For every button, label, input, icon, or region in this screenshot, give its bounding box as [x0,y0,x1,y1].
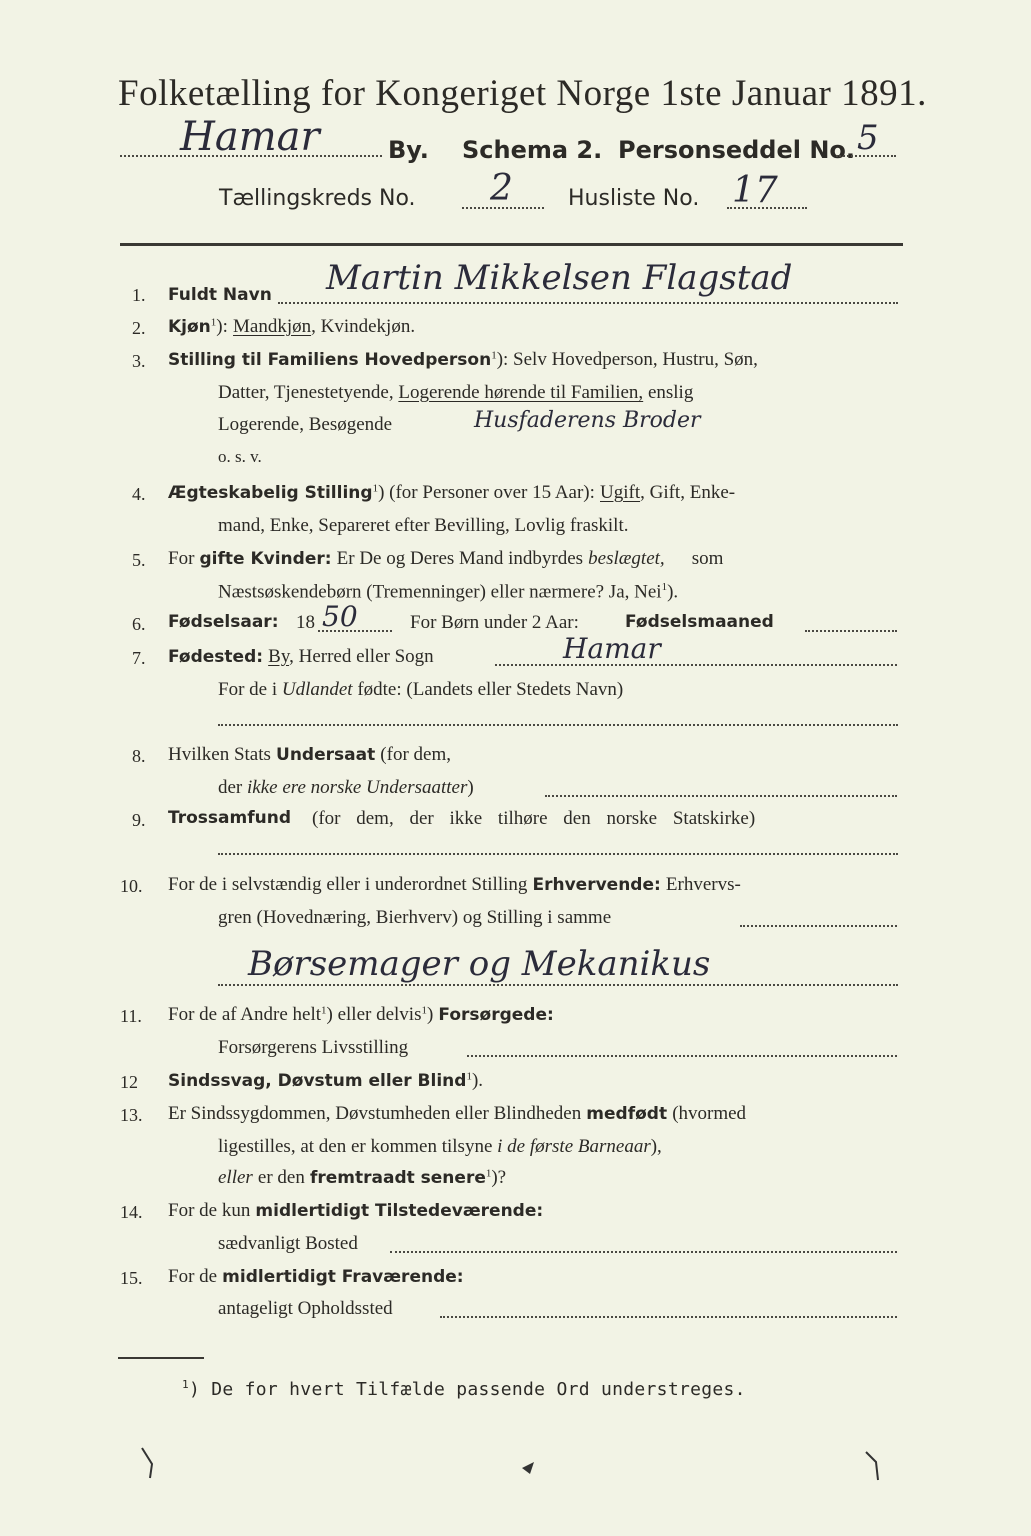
supported-label: Forsørgede: [438,1005,554,1025]
footnote [182,1378,746,1400]
full-name-line [278,302,898,304]
congenital-question-2: ligestilles, at den er kommen tilsyne [218,1136,493,1157]
married-women-label: gifte Kvinder: [199,549,332,569]
family-position-options-2: Datter, Tjenestetyende, [218,382,394,403]
husliste-value: 17 [732,170,778,211]
birth-month-label: Fødselsmaaned [625,612,774,632]
birth-year-label: Fødselsaar: [168,612,279,632]
abroad-pre: For de i [218,679,278,700]
item-3-number: 3. [132,351,146,371]
personseddel-label: Personseddel No. [618,136,856,164]
marital-status-line-1: Ægteskabelig Stilling$^1$) (for Personer over 15 Aar): Ugift, Gift, Enke- [168,482,736,503]
gender-footnote-mark: 1 [210,316,217,329]
footnote-mark: 1 [182,1378,189,1391]
birthplace-line-2 [218,679,623,701]
congenital-er-den: er den [257,1167,305,1188]
birth-month-note: For Børn under 2 Aar: [410,612,579,633]
gender-label: Kjøn [168,317,211,337]
temporary-absent-pre: For de [168,1266,218,1287]
occupation-line-b [218,984,898,986]
congenital-hvormed: (hvormed [672,1103,747,1124]
citizenship-label: Undersaat [276,745,376,765]
gender-separator: ): [216,316,228,337]
family-position-line-2 [218,382,693,404]
item-12-number: 12 [120,1072,138,1092]
marital-status-label: Ægteskabelig Stilling [168,483,373,503]
item-10-number: 10. [120,876,143,896]
corner-mark-left [138,1444,168,1484]
item-1-number: 1. [132,285,146,305]
item-9-number: 9. [132,810,146,830]
family-position-selected: Logerende hørende til Familien, [398,382,644,403]
congenital-end: )? [491,1167,507,1188]
birthplace-options: , Herred eller Sogn [289,646,434,667]
corner-mark-right [860,1446,890,1486]
family-position-options-1: ): Selv Hovedperson, Hustru, Søn, [496,349,758,370]
occupation-branch: Erhvervs- [665,874,741,895]
item-5-number: 5. [132,550,146,570]
corner-mark-center [516,1452,546,1482]
marital-status-note: ) (for Personer over 15 Aar): [378,482,595,503]
family-position-label: Stilling til Familiens Hovedperson [168,350,492,370]
schema-label: Schema 2. [462,136,603,164]
occupation-line-1 [168,874,741,896]
birth-year-value: 50 [322,600,358,633]
gender-option-female: , Kvindekjøn. [311,316,416,337]
birthplace-line-1 [168,646,434,668]
abroad-word: Udlandet [281,679,353,700]
item-14-number: 14. [120,1202,143,1222]
married-women-som: som [691,548,724,569]
town-value: Hamar [180,114,320,160]
item-6-number: 6. [132,614,146,634]
congenital-close: ), [650,1136,662,1157]
usual-residence-label: sædvanligt Bosted [218,1233,358,1254]
occupation-value: Børsemager og Mekanikus [248,944,711,984]
marital-status-options-1: , Gift, Enke- [640,482,736,503]
supported-close: ) [426,1004,434,1025]
married-women-line-1 [168,548,723,570]
congenital-line-2 [218,1136,662,1158]
marital-status-line-2: mand, Enke, Separeret efter Bevilling, Lovlig fraskilt. [218,515,629,536]
birth-month-line [805,630,897,632]
temporary-present-label: midlertidigt Tilstedeværende: [255,1201,544,1221]
family-position-options-3: enslig [647,382,694,403]
temporary-present-line-1 [168,1200,543,1222]
occupation-label: Erhvervende: [532,875,661,895]
footnote-text: ) De for hvert Tilfælde passende Ord understreges. [188,1379,746,1400]
item-11-number: 11. [120,1006,142,1026]
married-women-question: Er De og Deres Mand indbyrdes [336,548,584,569]
birthplace-by-selected: By [268,646,290,667]
supported-fully: For de af Andre helt [168,1004,322,1025]
citizenship-line-1 [168,744,451,766]
birthplace-line [495,664,897,666]
birth-year-prefix: 18 [296,612,315,633]
supported-line-1: For de af Andre helt$^1$) eller delvis$^1$) Forsørgede: [168,1004,554,1025]
occupation-line-a [740,925,897,927]
abroad-note: fødte: (Landets eller Stedets Navn) [357,679,624,700]
personseddel-value: 5 [857,118,879,158]
citizenship-non-norwegian: ikke ere norske Undersaatter [247,777,468,798]
congenital-later-label: fremtraadt senere [309,1168,486,1188]
kreds-value: 2 [490,168,513,209]
occupation-question: For de i selvstændig eller i underordnet Stilling [168,874,528,895]
form-title: Folketælling for Kongeriget Norge 1ste Januar 1891. [118,73,927,114]
citizenship-note: (for dem, [380,744,451,765]
disability-line: Sindssvag, Døvstum eller Blind$^1$). [168,1070,484,1091]
item-15-number: 15. [120,1268,143,1288]
citizenship-close: ) [467,777,474,798]
item-13-number: 13. [120,1105,143,1125]
item-7-number: 7. [132,648,146,668]
religion-line [218,853,898,855]
citizenship-line [545,795,897,797]
congenital-question: Er Sindssygdommen, Døvstumheden eller Blindheden [168,1103,582,1124]
married-women-end: ). [667,581,679,603]
occupation-line-2: gren (Hovednæring, Bierhverv) og Stilling i samme [218,907,612,928]
kreds-label: Tællingskreds No. [219,186,416,211]
married-women-related: beslægtet, [588,548,665,569]
family-position-line-3: Logerende, Besøgende [218,414,393,435]
item-2-number: 2. [132,318,146,338]
citizenship-pre: Hvilken Stats [168,744,271,765]
congenital-line-1 [168,1103,746,1125]
congenital-line-3: eller er den fremtraadt senere$^1$)? [218,1167,507,1188]
married-women-pre: For [168,548,195,569]
congenital-childhood: i de første Barneaar [497,1136,651,1157]
congenital-label: medfødt [586,1104,668,1124]
temporary-present-pre: For de kun [168,1200,251,1221]
probable-residence-line [440,1316,897,1318]
family-position-value: Husfaderens Broder [474,408,701,433]
disability-label: Sindssvag, Døvstum eller Blind [168,1071,467,1091]
probable-residence-label: antageligt Opholdssted [218,1298,393,1319]
family-position-line-4: o. s. v. [218,447,262,466]
item-4-number: 4. [132,484,146,504]
temporary-absent-line-1 [168,1266,464,1288]
citizenship-der: der [218,777,243,798]
birthplace-label: Fødested: [168,647,264,667]
marital-status-selected: Ugift [600,482,641,503]
footnote-rule [118,1357,204,1359]
supporter-occupation-line [467,1055,897,1057]
married-women-line-2: Næstsøskendebørn (Tremenninger) eller nærmere? Ja, Nei$^1$). [218,581,679,603]
supported-partly: ) eller delvis [326,1004,422,1025]
disability-end: ). [471,1070,484,1091]
gender-line [168,316,415,338]
citizenship-line-2 [218,777,474,799]
married-women-question-2: Næstsøskendebørn (Tremenninger) eller nærmere? Ja, Nei [218,581,662,603]
gender-option-male: Mandkjøn [233,316,312,337]
full-name-label: Fuldt Navn [168,285,272,305]
full-name-value: Martin Mikkelsen Flagstad [326,258,793,298]
family-position-line-1: Stilling til Familiens Hovedperson$^1$): Selv Hovedperson, Hustru, Søn, [168,349,758,370]
item-8-number: 8. [132,746,146,766]
congenital-eller: eller [218,1167,253,1188]
husliste-label: Husliste No. [568,186,700,211]
by-label: By. [388,136,429,164]
header-rule [120,243,903,246]
supporter-occupation-label: Forsørgerens Livsstilling [218,1037,409,1058]
usual-residence-line [390,1251,897,1253]
religion-note: (for dem, der ikke tilhøre den norske Statskirke) [312,808,756,829]
religion-label: Trossamfund [168,808,291,828]
birthplace-value: Hamar [563,632,661,665]
temporary-absent-label: midlertidigt Fraværende: [222,1267,464,1287]
abroad-line [218,724,898,726]
